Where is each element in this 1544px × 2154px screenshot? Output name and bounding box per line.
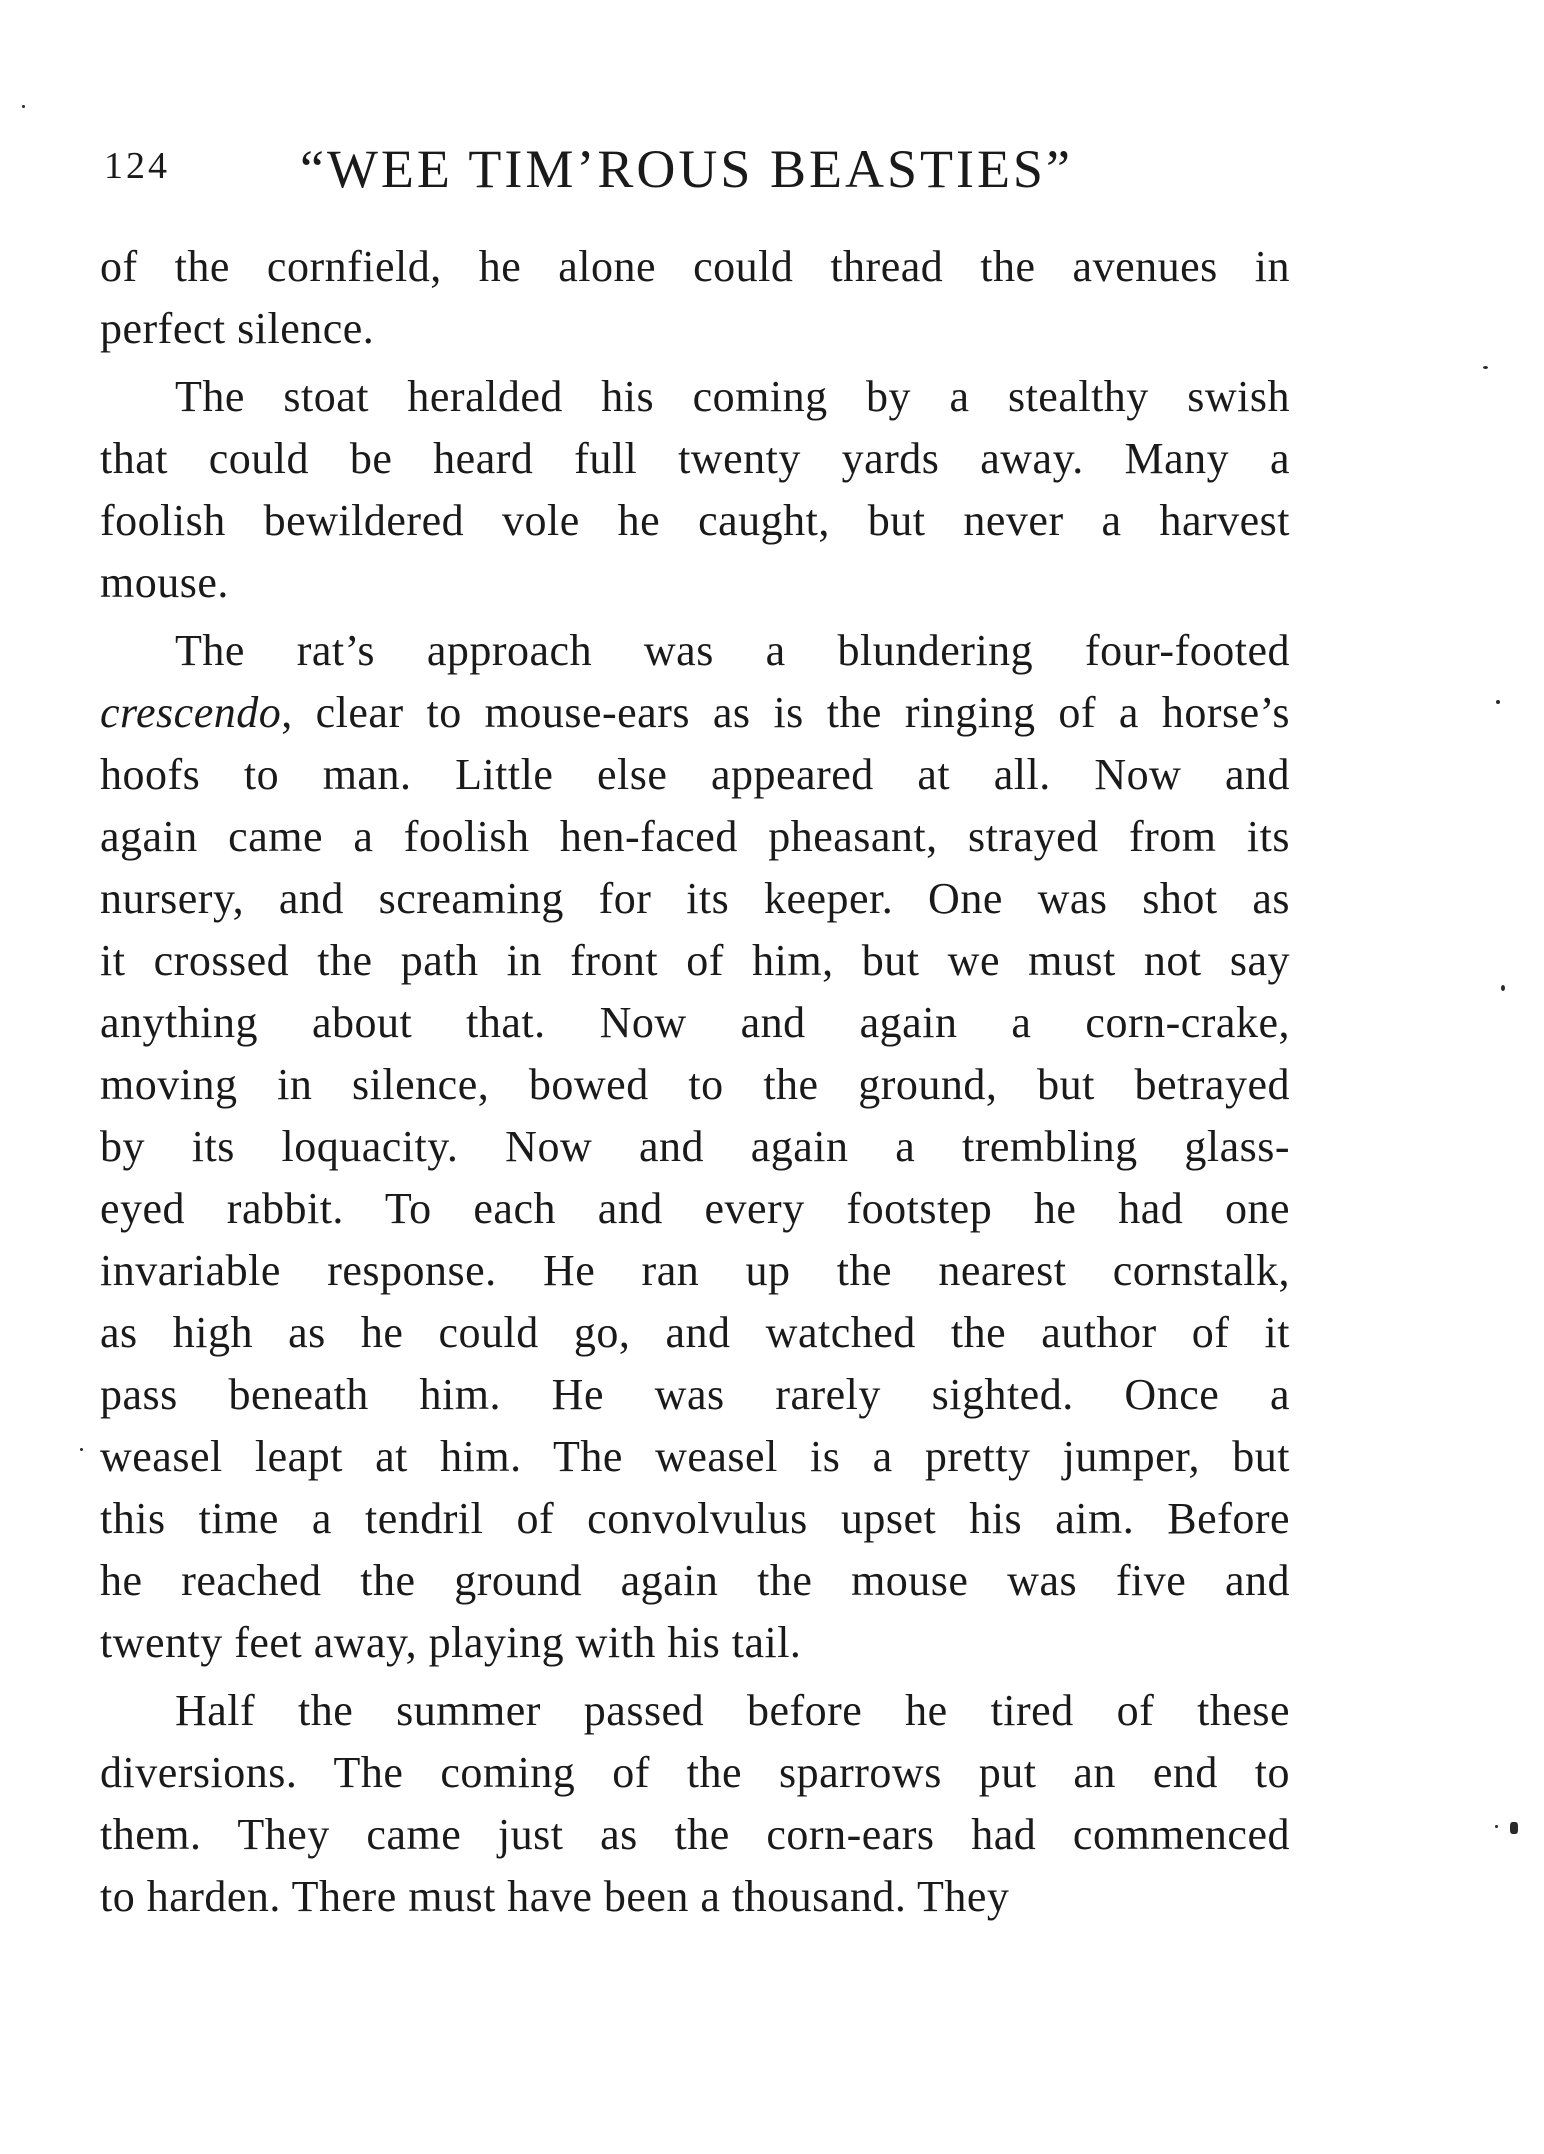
print-speck <box>1510 1822 1518 1834</box>
text-line: diversions. The coming of the sparrows put an end to <box>100 1748 1290 1797</box>
print-speck <box>1483 366 1488 369</box>
text-line: The stoat heralded his coming by a stealthy swish <box>175 372 1290 421</box>
text-line: mouse. <box>100 558 229 607</box>
body-text <box>100 236 1290 1928</box>
text-line: foolish bewildered vole he caught, but never a harvest <box>100 496 1290 545</box>
text-line: Half the summer passed before he tired of these <box>175 1686 1290 1735</box>
text-line: weasel leapt at him. The weasel is a pretty jumper, but <box>100 1432 1290 1481</box>
text-line: pass beneath him. He was rarely sighted. Once a <box>100 1370 1290 1419</box>
text-line: again came a foolish hen-faced pheasant, strayed from its <box>100 812 1290 861</box>
text-line: anything about that. Now and again a corn-crake, <box>100 998 1290 1047</box>
text-line: this time a tendril of convolvulus upset his aim. Before <box>100 1494 1290 1543</box>
italic-term: crescendo <box>100 688 282 737</box>
print-speck <box>1495 1825 1498 1828</box>
text-line: of the cornfield, he alone could thread the avenues in <box>100 242 1290 291</box>
text-line: by its loquacity. Now and again a trembling glass- <box>100 1122 1290 1171</box>
print-speck <box>1501 985 1505 991</box>
print-speck <box>80 1448 83 1451</box>
text-line: eyed rabbit. To each and every footstep he had one <box>100 1184 1290 1233</box>
text-line: invariable response. He ran up the nearest cornstalk, <box>100 1246 1290 1295</box>
text-line: he reached the ground again the mouse was five and <box>100 1556 1290 1605</box>
text-line: The rat’s approach was a blundering four-footed <box>175 626 1290 675</box>
text-line: it crossed the path in front of him, but we must not say <box>100 936 1290 985</box>
running-title: “WEE TIM’ROUS BEASTIES” <box>300 139 1073 199</box>
text-line: twenty feet away, playing with his tail. <box>100 1618 802 1667</box>
page-number: 124 <box>104 145 170 187</box>
text-line: to harden. There must have been a thousand. They <box>100 1872 1010 1921</box>
print-speck <box>1496 700 1500 704</box>
running-head <box>100 138 1290 208</box>
text-line: crescendo, clear to mouse-ears as is the ringing of a horse’s <box>100 688 1290 737</box>
text-line: nursery, and screaming for its keeper. One was shot as <box>100 874 1290 923</box>
text-line: moving in silence, bowed to the ground, but betrayed <box>100 1060 1290 1109</box>
text-line: as high as he could go, and watched the author of it <box>100 1308 1290 1357</box>
text-line: hoofs to man. Little else appeared at all. Now and <box>100 750 1290 799</box>
print-speck <box>22 105 25 108</box>
text-line: that could be heard full twenty yards away. Many a <box>100 434 1290 483</box>
text-line: perfect silence. <box>100 304 375 353</box>
text-line: them. They came just as the corn-ears had commenced <box>100 1810 1290 1859</box>
